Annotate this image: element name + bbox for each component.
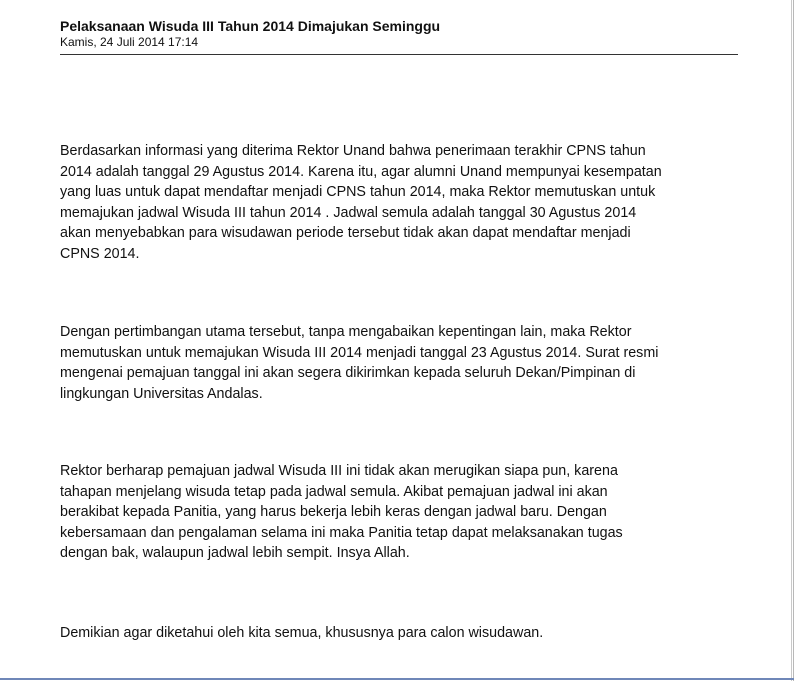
article-paragraph-4: Demikian agar diketahui oleh kita semua, khususnya para calon wisudawan. — [60, 625, 544, 641]
page-right-edge — [791, 0, 792, 681]
article-paragraph-3: Rektor berharap pemajuan jadwal Wisuda III ini tidak akan merugikan siapa pun, karena tahapan menjelang wisuda tetap pada jadwal semula. Akibat pemajuan jadwal ini akan berakibat kepada Panitia, yang harus bekerja lebih keras dengan jadwal baru. Dengan kebersamaan dan pengalaman selama ini maka Panitia tetap dapat melaksanakan tugas dengan bak, walaupun jadwal lebih sempit. Insya Allah. — [60, 463, 623, 561]
article-date: Kamis, 24 Juli 2014 17:14 — [60, 35, 199, 49]
page-bottom-border — [0, 678, 794, 680]
header-divider — [60, 54, 738, 55]
article-header — [60, 18, 738, 49]
article-paragraph-1: Berdasarkan informasi yang diterima Rektor Unand bahwa penerimaan terakhir CPNS tahun 2014 adalah tanggal 29 Agustus 2014. Karena itu, agar alumni Unand mempunyai kesempatan yang luas untuk dapat mendaftar menjadi CPNS tahun 2014, maka Rektor memutuskan untuk memajukan jadwal Wisuda III tahun 2014 . Jadwal semula adalah tanggal 30 Agustus 2014 akan menyebabkan para wisudawan periode tersebut tidak akan dapat mendaftar menjadi CPNS 2014. — [60, 143, 662, 262]
article-paragraph-2: Dengan pertimbangan utama tersebut, tanpa mengabaikan kepentingan lain, maka Rektor memutuskan untuk memajukan Wisuda III 2014 menjadi tanggal 23 Agustus 2014. Surat resmi mengenai pemajuan tanggal ini akan segera dikirimkan kepada seluruh Dekan/Pimpinan di lingkungan Universitas Andalas. — [60, 324, 659, 402]
article-title: Pelaksanaan Wisuda III Tahun 2014 Dimajukan Seminggu — [60, 18, 441, 34]
